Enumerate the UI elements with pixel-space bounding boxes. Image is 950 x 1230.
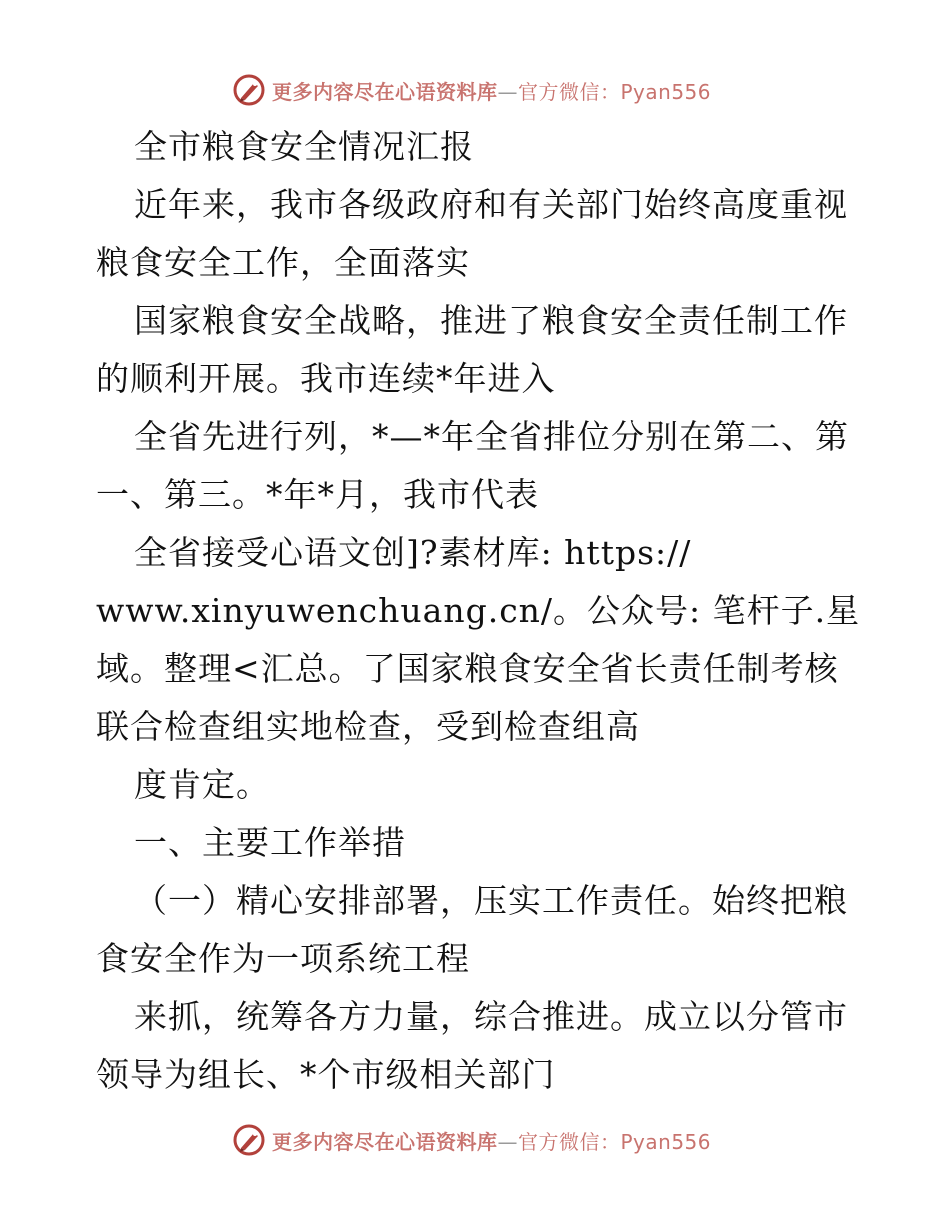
- watermark-title: 更多内容尽在心语资料库: [272, 79, 498, 104]
- document-line: 国家粮食安全战略，推进了粮食安全责任制工作: [134, 301, 848, 340]
- document-line: 来抓，统筹各方力量，综合推进。成立以分管市: [134, 997, 848, 1036]
- document-line: 粮食安全工作，全面落实: [96, 243, 470, 282]
- document-line: 一、主要工作举措: [134, 823, 406, 862]
- watermark-contact: 官方微信：Pyan556: [518, 79, 712, 104]
- pen-logo-icon: [232, 73, 266, 107]
- document-line: 度肯定。: [134, 765, 270, 804]
- document-line: 食安全作为一项系统工程: [96, 939, 470, 978]
- document-line: 领导为组长、*个市级相关部门: [96, 1055, 556, 1094]
- pen-logo-icon: [232, 1123, 266, 1157]
- document-line: 近年来，我市各级政府和有关部门始终高度重视: [134, 185, 848, 224]
- document-line: 一、第三。*年*月，我市代表: [96, 475, 539, 514]
- document-line: 的顺利开展。我市连续*年进入: [96, 359, 556, 398]
- watermark-separator: —: [497, 79, 518, 104]
- document-line: 联合检查组实地检查，受到检查组高: [96, 707, 640, 746]
- watermark-banner-top: [232, 70, 711, 110]
- document-line: 全省先进行列，*—*年全省排位分别在第二、第: [134, 417, 849, 456]
- watermark-separator: —: [497, 1129, 518, 1154]
- watermark-title: 更多内容尽在心语资料库: [272, 1129, 498, 1154]
- document-line: www.xinyuwenchuang.cn/。公众号: 笔杆子.星: [96, 591, 861, 630]
- document-line: 全省接受心语文创]?素材库: https://: [134, 533, 692, 572]
- watermark-contact: 官方微信：Pyan556: [518, 1129, 712, 1154]
- document-line: 域。整理<汇总。了国家粮食安全省长责任制考核: [96, 649, 839, 688]
- watermark-banner-bottom: [232, 1120, 711, 1160]
- document-line: 全市粮食安全情况汇报: [134, 127, 474, 166]
- document-line: （一）精心安排部署，压实工作责任。始终把粮: [134, 881, 848, 920]
